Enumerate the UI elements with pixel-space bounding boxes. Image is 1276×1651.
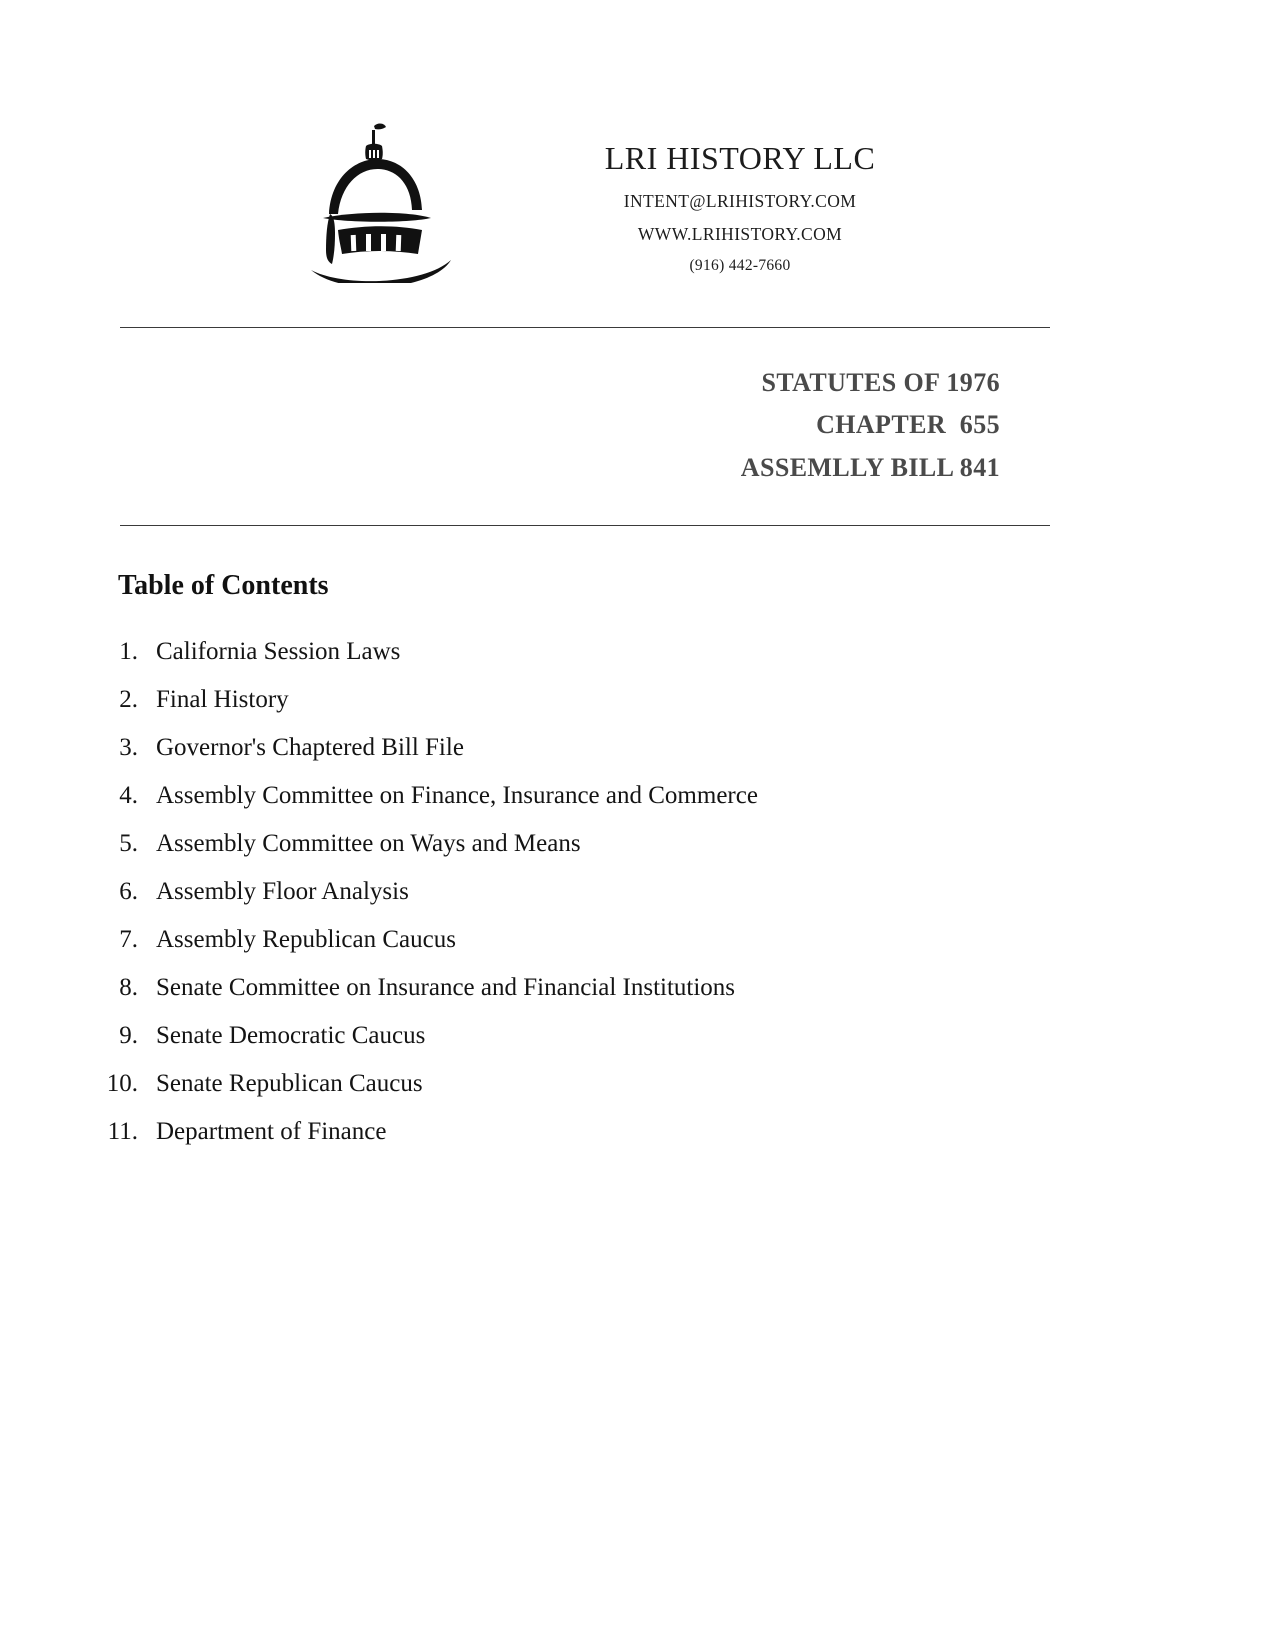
list-item-number: 4. <box>119 782 138 810</box>
list-item[interactable] <box>0 820 1276 868</box>
list-item-number: 1. <box>119 638 138 666</box>
list-item-label: Assembly Floor Analysis <box>156 878 409 906</box>
list-item-label: California Session Laws <box>156 638 401 666</box>
list-item-number: 9. <box>119 1022 138 1050</box>
header-divider-bottom <box>120 525 1050 526</box>
list-item-number: 10. <box>106 1070 138 1098</box>
table-of-contents-list <box>0 628 1276 1156</box>
list-item-label: Senate Democratic Caucus <box>156 1022 426 1050</box>
list-item-number: 6. <box>119 878 138 906</box>
list-item-label: Assembly Committee on Finance, Insurance and Commerce <box>156 782 758 810</box>
bill-number: ASSEMLLY BILL 841 <box>740 452 1000 482</box>
org-phone: (916) 442-7660 <box>689 257 791 274</box>
list-item[interactable] <box>0 772 1276 820</box>
list-item[interactable] <box>0 724 1276 772</box>
list-item[interactable] <box>0 916 1276 964</box>
list-item-number: 5. <box>119 830 138 858</box>
chapter-number: CHAPTER 655 <box>816 410 1000 440</box>
list-item-label: Senate Committee on Insurance and Financial Institutions <box>156 974 736 1002</box>
logo-container <box>290 118 470 283</box>
list-item[interactable] <box>0 628 1276 676</box>
list-item-label: Assembly Committee on Ways and Means <box>156 830 581 858</box>
list-item[interactable] <box>0 868 1276 916</box>
list-item[interactable] <box>0 1012 1276 1060</box>
list-item-label: Assembly Republican Caucus <box>156 926 456 954</box>
list-item-number: 7. <box>119 926 138 954</box>
capitol-dome-icon <box>305 118 455 283</box>
list-item[interactable] <box>0 676 1276 724</box>
list-item[interactable] <box>0 1060 1276 1108</box>
list-item-label: Department of Finance <box>156 1118 387 1146</box>
list-item-number: 3. <box>119 734 138 762</box>
title-block <box>0 328 1276 489</box>
list-item-label: Senate Republican Caucus <box>156 1070 423 1098</box>
statutes-year: STATUTES OF 1976 <box>761 368 1000 397</box>
list-item-number: 2. <box>119 686 138 714</box>
letterhead <box>0 0 1276 283</box>
org-name: LRI HISTORY LLC <box>604 140 876 176</box>
list-item-number: 8. <box>119 974 138 1002</box>
org-email: INTENT@LRIHISTORY.COM <box>623 191 857 211</box>
list-item-label: Governor's Chaptered Bill File <box>156 734 464 762</box>
list-item-label: Final History <box>156 686 289 714</box>
list-item[interactable] <box>0 964 1276 1012</box>
org-info <box>480 118 1000 275</box>
list-item-number: 11. <box>107 1118 138 1146</box>
page-title: Table of Contents <box>118 570 329 602</box>
org-website: WWW.LRIHISTORY.COM <box>637 224 843 244</box>
list-item[interactable] <box>0 1108 1276 1156</box>
